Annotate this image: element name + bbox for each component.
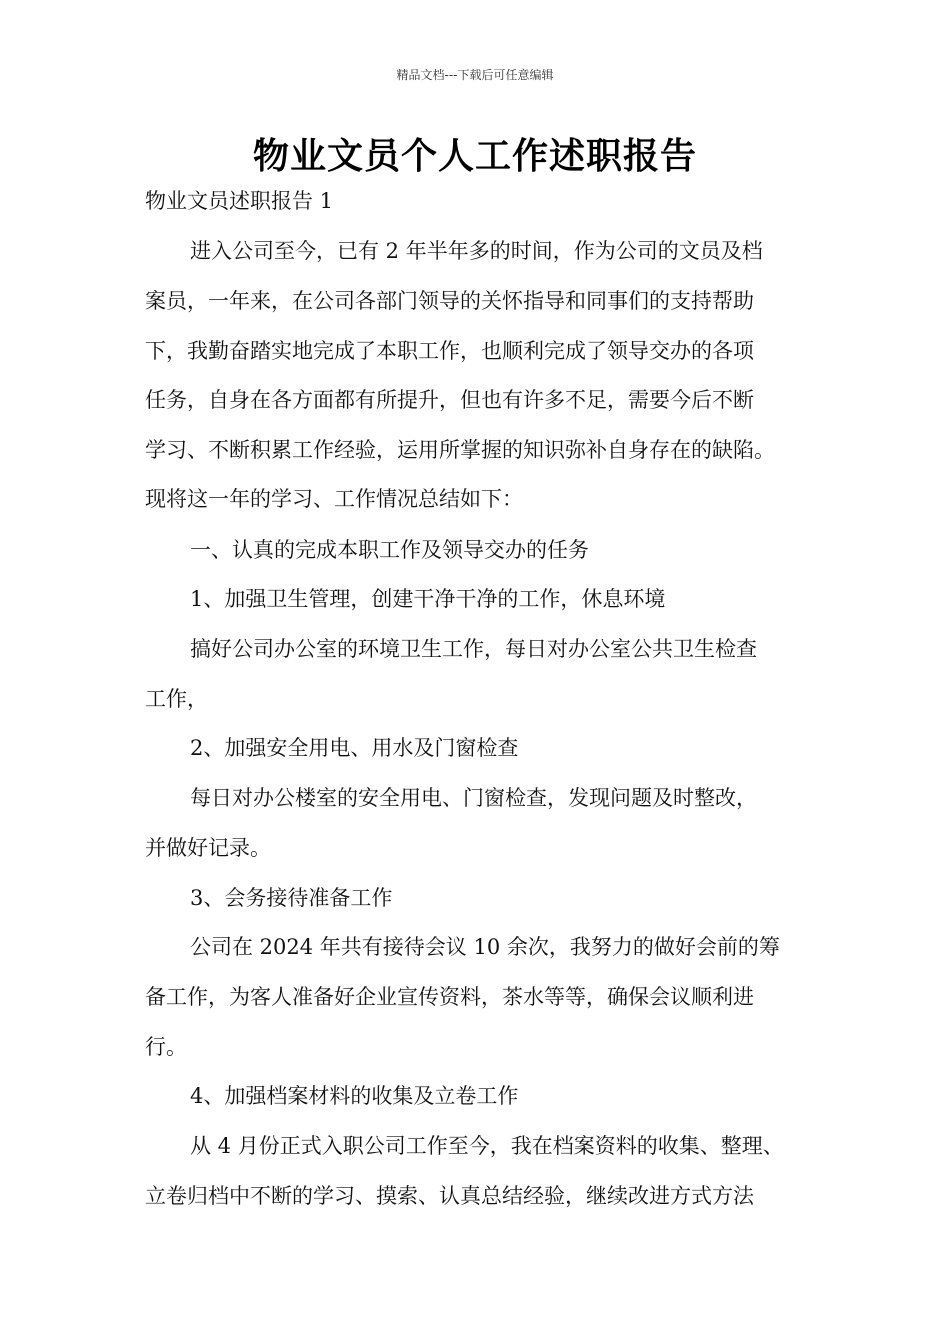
paragraph-line: 任务，自身在各方面都有所提升，但也有许多不足，需要今后不断: [145, 388, 754, 412]
paragraph-line: 备工作，为客人准备好企业宣传资料，茶水等等，确保会议顺利进: [145, 985, 754, 1009]
paragraph-line: 搞好公司办公室的环境卫生工作，每日对办公室公共卫生检查: [190, 637, 757, 661]
item-heading: 1、加强卫生管理，创建干净干净的工作，休息环境: [190, 587, 666, 611]
paragraph-line: 公司在 2024 年共有接待会议 10 余次，我努力的做好会前的筹: [190, 935, 780, 959]
paragraph-line: 并做好记录。: [145, 836, 271, 860]
section-heading: 一、认真的完成本职工作及领导交办的任务: [190, 538, 589, 562]
header-note: 精品文档---下载后可任意编辑: [396, 68, 554, 82]
paragraph-line: 每日对办公楼室的安全用电、门窗检查，发现问题及时整改，: [190, 786, 757, 810]
item-heading: 3、会务接待准备工作: [190, 886, 393, 910]
paragraph-line: 学习、不断积累工作经验，运用所掌握的知识弥补自身存在的缺陷。: [145, 438, 775, 462]
paragraph-line: 立卷归档中不断的学习、摸索、认真总结经验，继续改进方式方法: [145, 1184, 754, 1208]
paragraph-line: 行。: [145, 1035, 187, 1059]
paragraph-line: 从 4 月份正式入职公司工作至今，我在档案资料的收集、整理、: [190, 1134, 784, 1158]
document-title: 物业文员个人工作述职报告: [252, 136, 697, 177]
section-subtitle: 物业文员述职报告 1: [145, 189, 334, 213]
item-heading: 4、加强档案材料的收集及立卷工作: [190, 1084, 519, 1108]
paragraph-line: 工作，: [145, 687, 208, 711]
paragraph-line: 下，我勤奋踏实地完成了本职工作，也顺利完成了领导交办的各项: [145, 339, 754, 363]
paragraph-line: 现将这一年的学习、工作情况总结如下：: [145, 487, 523, 511]
paragraph-line: 案员，一年来，在公司各部门领导的关怀指导和同事们的支持帮助: [145, 289, 754, 313]
paragraph-line: 进入公司至今，已有 2 年半年多的时间，作为公司的文员及档: [190, 239, 763, 263]
item-heading: 2、加强安全用电、用水及门窗检查: [190, 736, 519, 760]
